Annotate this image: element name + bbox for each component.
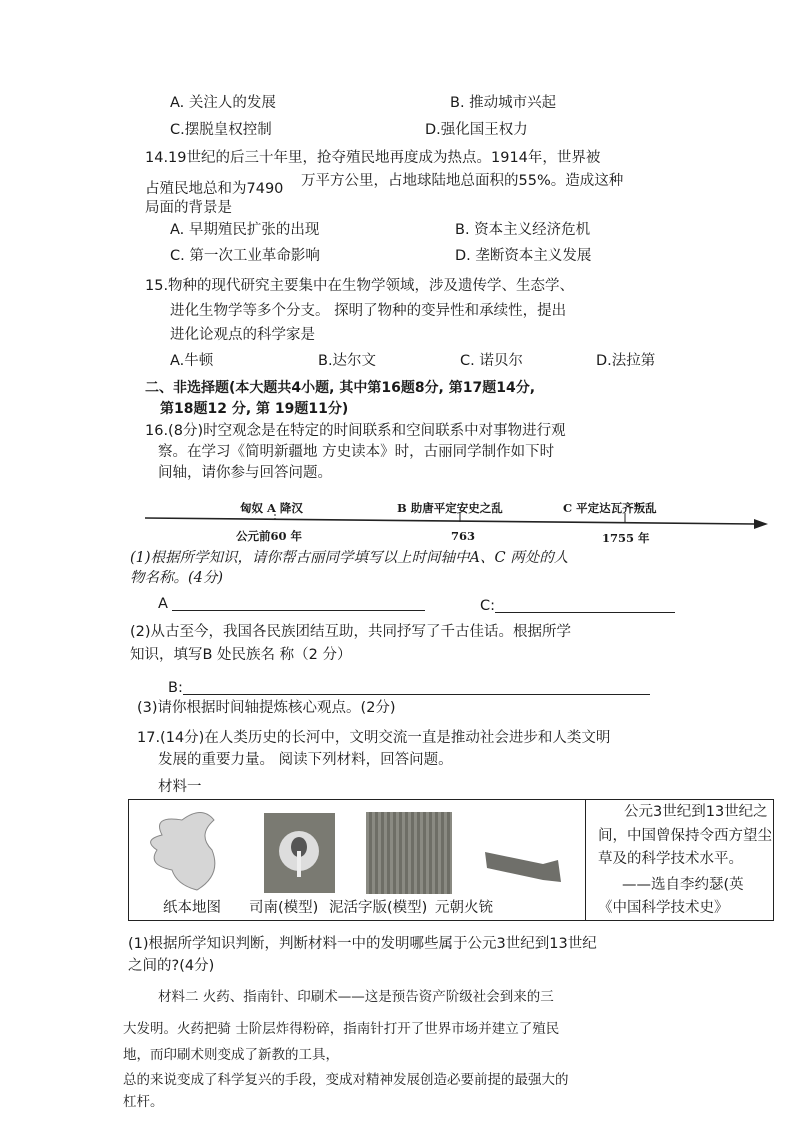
- q15-option-b: B.达尔文: [318, 353, 377, 369]
- material1-divider: [585, 799, 586, 920]
- material2-line4: 总的来说变成了科学复兴的手段，变成对精神发展创造必要前提的最强大的: [123, 1072, 569, 1088]
- quote-book: 《中国科学技术史》: [598, 900, 729, 916]
- q13-option-d: D.强化国王权力: [425, 122, 528, 138]
- q17-sub1-line1: (1)根据所学知识判断，判断材料一中的发明哪些属于公元3世纪到13世纪: [128, 936, 597, 952]
- q14-stem-line3: 局面的背景是: [145, 200, 232, 216]
- yuan-handgun-image: [483, 850, 561, 880]
- q14-option-b: B. 资本主义经济危机: [455, 222, 591, 238]
- q13-option-c: C.摆脱皇权控制: [170, 122, 272, 138]
- q15-stem-line2: 进化生物学等多个分支。 探明了物种的变异性和承续性，提出: [170, 303, 567, 319]
- q16-stem-line2: 察。在学习《简明新疆地 方史读本》时，古丽同学制作如下时: [158, 444, 555, 460]
- blank-c-line[interactable]: [495, 612, 675, 613]
- q17-stem-line2: 发展的重要力量。 阅读下列材料，回答问题。: [158, 752, 453, 768]
- quote-source: ——选自李约瑟(英: [622, 877, 744, 893]
- q16-sub2-line2: 知识，填写B 处民族名 称（2 分）: [130, 647, 352, 663]
- clay-type-image: [366, 812, 452, 894]
- paper-map-image: [142, 805, 222, 893]
- q16-sub1-line2: 物名称。(4分): [130, 570, 224, 586]
- blank-a-line[interactable]: [172, 610, 425, 611]
- q14-option-a: A. 早期殖民扩张的出现: [170, 222, 320, 238]
- material2-line1: 材料二 火药、指南针、印刷术——这是预告资产阶级社会到来的三: [158, 989, 554, 1005]
- q15-stem-line3: 进化论观点的科学家是: [170, 327, 315, 343]
- material2-line2: 大发明。火药把骑 士阶层炸得粉碎，指南针打开了世界市场并建立了殖民: [123, 1021, 560, 1037]
- q14-option-d: D. 垄断资本主义发展: [455, 248, 592, 264]
- timeline-event-c: C 平定达瓦齐叛乱: [563, 501, 657, 515]
- q15-option-a: A.牛顿: [170, 353, 214, 369]
- q16-stem-line1: 16.(8分)时空观念是在特定的时间联系和空间联系中对事物进行观: [145, 423, 566, 439]
- q14-option-c: C. 第一次工业革命影响: [170, 248, 320, 264]
- caption-sinan: 司南(模型): [249, 900, 319, 916]
- q13-option-a: A. 关注人的发展: [170, 95, 276, 111]
- q15-stem-line1: 15.物种的现代研究主要集中在生物学领域，涉及遗传学、生态学、: [145, 278, 575, 294]
- timeline-date-a: 公元前60 年: [236, 529, 303, 543]
- q16-sub1-line1: (1)根据所学知识，请你帮古丽同学填写以上时间轴中A、C 两处的人: [130, 550, 569, 566]
- sinan-model-image: [264, 813, 335, 893]
- q16-stem-line3: 间轴，请你参与回答问题。: [158, 465, 332, 481]
- blank-b-line[interactable]: [183, 694, 650, 695]
- quote-line1: 公元3世纪到13世纪之: [624, 804, 768, 820]
- q16-sub2-line1: (2)从古至今，我国各民族团结互助，共同抒写了千古佳话。根据所学: [130, 624, 572, 640]
- timeline-date-b: 763: [451, 529, 476, 543]
- section2-heading: 二、非选择题(本大题共4小题, 其中第16题8分, 第17题14分,: [145, 380, 536, 396]
- q17-sub1-line2: 之间的?(4分): [128, 958, 215, 974]
- blank-a-label: A: [158, 596, 168, 612]
- caption-clay-type: 泥活字版(模型): [329, 900, 428, 916]
- quote-line3: 草及的科学技术水平。: [598, 851, 743, 867]
- timeline-event-a: 匈奴 A 降汉: [240, 501, 303, 515]
- caption-paper-map: 纸本地图: [163, 900, 221, 916]
- blank-c-label: C:: [480, 598, 496, 614]
- quote-line2: 间，中国曾保持令西方望尘: [598, 828, 772, 844]
- material2-line5: 杠杆。: [123, 1094, 164, 1110]
- q14-stem-line1: 14.19世纪的后三十年里，抢夺殖民地再度成为热点。1914年，世界被: [145, 150, 601, 166]
- section2-heading-line2: 第18题12 分, 第 19题11分): [160, 401, 349, 417]
- q15-option-c: C. 诺贝尔: [460, 353, 523, 369]
- material2-line3: 地，而印刷术则变成了新教的工具，: [123, 1047, 339, 1063]
- q16-sub3: (3)请你根据时间轴提炼核心观点。(2分): [137, 700, 396, 716]
- q14-stem-line2a: 占殖民地总和为7490: [145, 181, 284, 197]
- q15-option-d: D.法拉第: [596, 353, 656, 369]
- q13-option-b: B. 推动城市兴起: [450, 95, 557, 111]
- material1-title: 材料一: [158, 779, 202, 795]
- caption-handgun: 元朝火铳: [435, 900, 493, 916]
- blank-b-label: B:: [168, 680, 183, 696]
- q17-stem-line1: 17.(14分)在人类历史的长河中，文明交流一直是推动社会进步和人类文明: [137, 730, 611, 746]
- timeline-date-c: 1755 年: [602, 531, 650, 545]
- q14-stem-line2b: 万平方公里，占地球陆地总面积的55%。造成这种: [301, 173, 624, 189]
- timeline-event-b: B 助唐平定安史之乱: [397, 501, 503, 515]
